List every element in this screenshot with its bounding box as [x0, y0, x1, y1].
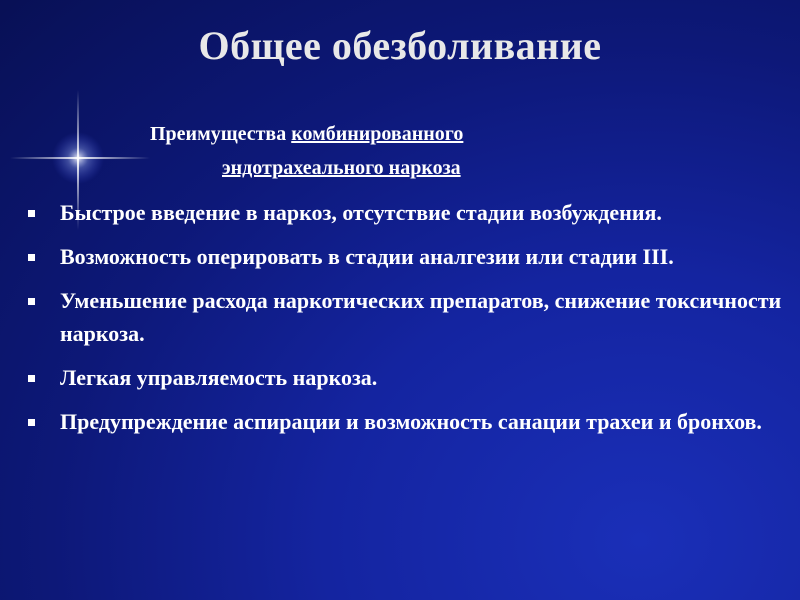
bullet-square-icon	[28, 210, 35, 217]
subheading-prefix: Преимущества	[150, 123, 292, 145]
bullet-text: Возможность оперировать в стадии аналгезии или стадии III.	[60, 244, 674, 269]
bullet-item	[24, 361, 784, 394]
bullet-list	[24, 196, 784, 449]
bullet-item	[24, 196, 784, 229]
subheading	[150, 117, 750, 185]
slide-title: Общее обезболивание	[198, 23, 602, 68]
bullet-text: Легкая управляемость наркоза.	[60, 365, 378, 390]
bullet-square-icon	[28, 254, 35, 261]
subheading-underlined-line2: эндотрахеального наркоза	[222, 157, 461, 179]
bullet-text: Уменьшение расхода наркотических препаратов, снижение токсичности наркоза.	[60, 288, 782, 346]
bullet-item	[24, 240, 784, 273]
bullet-item	[24, 405, 784, 438]
subheading-underlined-line1: комбинированного	[291, 123, 464, 145]
bullet-item	[24, 284, 784, 350]
bullet-square-icon	[28, 375, 35, 382]
bullet-text: Быстрое введение в наркоз, отсутствие стадии возбуждения.	[60, 200, 662, 225]
bullet-square-icon	[28, 298, 35, 305]
bullet-text: Предупреждение аспирации и возможность санации трахеи и бронхов.	[60, 409, 762, 434]
bullet-square-icon	[28, 419, 35, 426]
